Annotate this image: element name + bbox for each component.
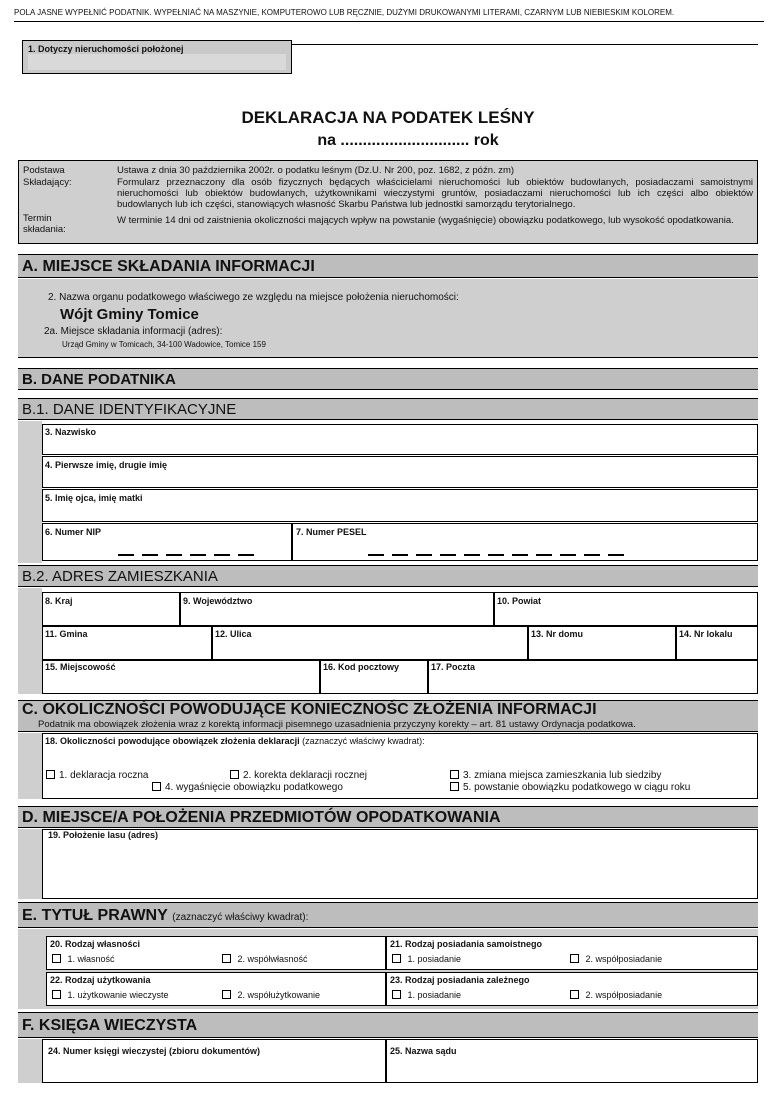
section-c-heading: C. OKOLICZNOŚCI POWODUJĄCE KONIECZNOŚC ZŁOŻENIA INFORMACJI — [22, 701, 597, 718]
checkbox-icon[interactable] — [52, 990, 61, 999]
option-22-2[interactable]: 2. współużytkowanie — [222, 990, 320, 1000]
field-8-label: 8. Kraj — [45, 596, 73, 606]
checkbox-icon[interactable] — [222, 954, 231, 963]
form-title: DEKLARACJA NA PODATEK LEŚNY — [241, 108, 535, 127]
checkbox-icon[interactable] — [450, 782, 459, 791]
field-15-label: 15. Miejscowość — [45, 662, 116, 672]
termin-value: W terminie 14 dni od zaistnienia okoliczności mających wpływ na powstanie (wygaśnięcie) obowiązku podatkowego, lub wysokość opodatkowania. — [117, 215, 734, 226]
section-a-title: A. MIEJSCE SKŁADANIA INFORMACJI — [18, 254, 758, 278]
section-e-hint: (zaznaczyć właściwy kwadrat): — [172, 912, 309, 923]
section-e-title — [18, 902, 758, 928]
section-b2-title: B.2. ADRES ZAMIESZKANIA — [18, 565, 758, 587]
section-f-title: F. KSIĘGA WIECZYSTA — [18, 1012, 758, 1038]
field-22-label: 22. Rodzaj użytkowania — [50, 975, 151, 985]
field-18-hint: (zaznaczyć właściwy kwadrat): — [302, 736, 425, 746]
checkbox-icon[interactable] — [52, 954, 61, 963]
field-14-label: 14. Nr lokalu — [679, 629, 733, 639]
field-4-label: 4. Pierwsze imię, drugie imię — [45, 460, 168, 470]
field-3-label: 3. Nazwisko — [45, 427, 97, 437]
field-1-label: 1. Dotyczy nieruchomości położonej — [28, 44, 184, 54]
option-18-2[interactable]: 2. korekta deklaracji rocznej — [230, 770, 367, 781]
section-e-heading: E. TYTUŁ PRAWNY — [22, 907, 168, 924]
field-7-label: 7. Numer PESEL — [296, 527, 367, 537]
office-address: Urząd Gminy w Tomicach, 34-100 Wadowice, Tomice 159 — [62, 340, 266, 349]
checkbox-icon[interactable] — [392, 954, 401, 963]
checkbox-icon[interactable] — [222, 990, 231, 999]
checkbox-icon[interactable] — [230, 770, 239, 779]
field-21-label: 21. Rodzaj posiadania samoistnego — [390, 939, 543, 949]
field-23-label: 23. Rodzaj posiadania zależnego — [390, 975, 530, 985]
field-2-label: 2. Nazwa organu podatkowego właściwego ze względu na miejsce położenia nieruchomości: — [48, 292, 459, 303]
field-17-label: 17. Poczta — [431, 662, 476, 672]
checkbox-icon[interactable] — [570, 954, 579, 963]
skladajacy-key: Składający: — [23, 177, 72, 188]
skladajacy-value: Formularz przeznaczony dla osób fizycznych będących właścicielami nieruchomości lub obiektów budowlanych, posiadaczami samoistnymi nieruchomości lub obiektów budowlanych, użytkownikami wieczystymi gruntów, posiadaczami nieruchomości lub ich części albo obiektów budowlanych lub ich części, stanowiących własność Skarbu Państwa lub jednostki samorządu terytorialnego. — [117, 177, 753, 210]
option-22-1[interactable]: 1. użytkowanie wieczyste — [52, 990, 169, 1000]
field-5-label: 5. Imię ojca, imię matki — [45, 493, 143, 503]
option-20-2[interactable]: 2. współwłasność — [222, 954, 308, 964]
option-23-1[interactable]: 1. posiadanie — [392, 990, 461, 1000]
option-21-2[interactable]: 2. współposiadanie — [570, 954, 662, 964]
field-24-label: 24. Numer księgi wieczystej (zbioru dokumentów) — [48, 1046, 261, 1056]
field-12-input[interactable] — [212, 626, 528, 660]
field-11-label: 11. Gmina — [45, 629, 88, 639]
form-year[interactable]: na ............................. rok — [317, 132, 499, 149]
termin-key: Termin składania: — [23, 213, 66, 235]
option-18-4[interactable]: 4. wygaśnięcie obowiązku podatkowego — [152, 782, 343, 793]
section-c-title — [18, 700, 758, 732]
checkbox-icon[interactable] — [392, 990, 401, 999]
option-21-1[interactable]: 1. posiadanie — [392, 954, 461, 964]
section-b-title: B. DANE PODATNIKA — [18, 368, 758, 390]
field-13-label: 13. Nr domu — [531, 629, 584, 639]
option-18-1[interactable]: 1. deklaracja roczna — [46, 770, 149, 781]
option-20-1[interactable]: 1. własność — [52, 954, 115, 964]
checkbox-icon[interactable] — [152, 782, 161, 791]
field-18-label — [45, 736, 425, 746]
field-10-label: 10. Powiat — [497, 596, 542, 606]
field-6-label: 6. Numer NIP — [45, 527, 102, 537]
field-5-input[interactable] — [42, 489, 758, 522]
field-18-text: 18. Okoliczności powodujące obowiązek złożenia deklaracji — [45, 736, 300, 746]
field-9-label: 9. Województwo — [183, 596, 253, 606]
section-d-title: D. MIEJSCE/A POŁOŻENIA PRZEDMIOTÓW OPODATKOWANIA — [18, 806, 758, 828]
checkbox-icon[interactable] — [46, 770, 55, 779]
checkbox-icon[interactable] — [570, 990, 579, 999]
checkbox-icon[interactable] — [450, 770, 459, 779]
podstawa-key: Podstawa — [23, 165, 65, 176]
field-16-label: 16. Kod pocztowy — [323, 662, 400, 672]
section-b1-title: B.1. DANE IDENTYFIKACYJNE — [18, 398, 758, 420]
instruction-note: POLA JASNE WYPEŁNIĆ PODATNIK. WYPEŁNIAĆ NA MASZYNIE, KOMPUTEROWO LUB RĘCZNIE, DUŻYMI DRUKOWANYMI LITERAMI, CZARNYM LUB NIEBIESKIM KOLOREM. — [14, 8, 675, 17]
info-block — [18, 160, 758, 244]
field-3-input[interactable] — [42, 424, 758, 455]
field-20-label: 20. Rodzaj własności — [50, 939, 141, 949]
field-17-input[interactable] — [428, 660, 758, 694]
field-2a-label: 2a. Miejsce składania informacji (adres): — [44, 326, 223, 337]
option-23-2[interactable]: 2. współposiadanie — [570, 990, 662, 1000]
field-25-label: 25. Nazwa sądu — [390, 1046, 457, 1056]
option-18-3[interactable]: 3. zmiana miejsca zamieszkania lub siedziby — [450, 770, 661, 781]
field-19-label: 19. Położenie lasu (adres) — [48, 830, 159, 840]
organ-name: Wójt Gminy Tomice — [60, 306, 199, 323]
option-18-5[interactable]: 5. powstanie obowiązku podatkowego w ciągu roku — [450, 782, 690, 793]
podstawa-value: Ustawa z dnia 30 października 2002r. o podatku leśnym (Dz.U. Nr 200, poz. 1682, z późn. zm) — [117, 165, 515, 176]
field-1-input[interactable] — [28, 54, 286, 70]
section-c-note: Podatnik ma obowiązek złożenia wraz z korektą informacji pisemnego uzasadnienia przyczyny korekty – art. 81 ustawy Ordynacja podatkowa. — [38, 719, 636, 730]
field-12-label: 12. Ulica — [215, 629, 252, 639]
